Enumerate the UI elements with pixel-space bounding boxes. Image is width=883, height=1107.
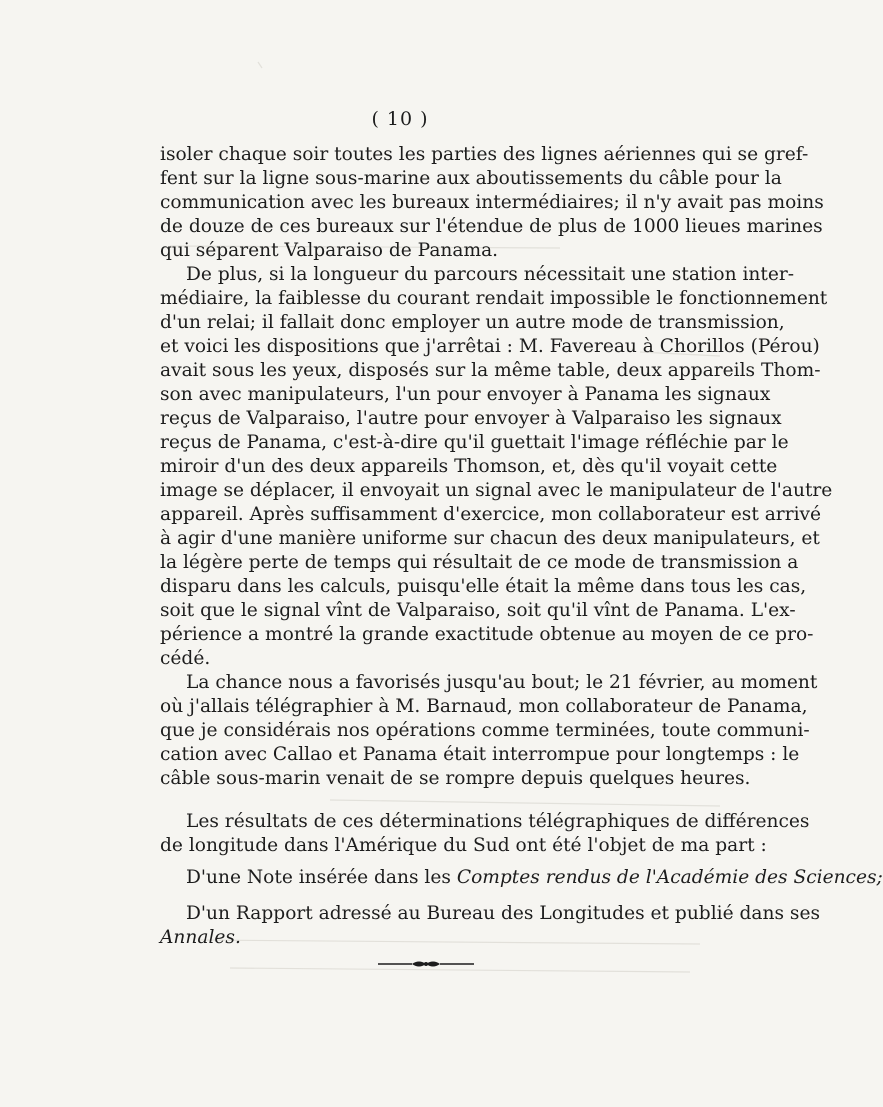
text-line: image se déplacer, il envoyait un signal avec le manipulateur de l'autre (160, 480, 833, 501)
text-line: reçus de Valparaiso, l'autre pour envoyer à Valparaiso les signaux (160, 408, 782, 429)
citation-title: Comptes rendus de l'Académie des Sciences; (456, 867, 883, 888)
text-line: Les résultats de ces déterminations télégraphiques de différences (186, 811, 810, 832)
text-line: qui séparent Valparaiso de Panama. (160, 240, 499, 261)
text-line: disparu dans les calculs, puisqu'elle était la même dans tous les cas, (160, 576, 807, 597)
ornamental-rule (378, 958, 474, 970)
text-line: de douze de ces bureaux sur l'étendue de plus de 1000 lieues marines (160, 216, 823, 237)
text-line (160, 926, 728, 950)
text-line: cédé. (160, 648, 211, 669)
text-line: La chance nous a favorisés jusqu'au bout; le 21 février, au moment (186, 672, 818, 693)
text-line: cation avec Callao et Panama était interrompue pour longtemps : le (160, 744, 800, 765)
text-line: son avec manipulateurs, l'un pour envoyer à Panama les signaux (160, 384, 771, 405)
citation-title: Annales. (160, 927, 241, 948)
text-line: périence a montré la grande exactitude obtenue au moyen de ce pro- (160, 624, 814, 645)
text-line: reçus de Panama, c'est-à-dire qu'il guettait l'image réfléchie par le (160, 432, 789, 453)
text-line: avait sous les yeux, disposés sur la même table, deux appareils Thom- (160, 360, 821, 381)
text-line: communication avec les bureaux intermédiaires; il n'y avait pas moins (160, 192, 824, 213)
text-line: de longitude dans l'Amérique du Sud ont été l'objet de ma part : (160, 835, 767, 856)
text-line: De plus, si la longueur du parcours nécessitait une station inter- (186, 264, 795, 285)
text-line: la légère perte de temps qui résultait de ce mode de transmission a (160, 552, 799, 573)
text-line: où j'allais télégraphier à M. Barnaud, mon collaborateur de Panama, (160, 696, 808, 717)
text-line-with-citation (186, 866, 883, 890)
text-line: D'un Rapport adressé au Bureau des Longitudes et publié dans ses (186, 903, 821, 924)
text-line: d'un relai; il fallait donc employer un autre mode de transmission, (160, 312, 785, 333)
text-line: appareil. Après suffisamment d'exercice, mon collaborateur est arrivé (160, 504, 822, 525)
text-line: et voici les dispositions que j'arrêtai : M. Favereau à Chorillos (Pérou) (160, 336, 820, 357)
text-fragment: D'une Note insérée dans les (186, 867, 451, 888)
text-line: que je considérais nos opérations comme terminées, toute communi- (160, 720, 810, 741)
text-line: miroir d'un des deux appareils Thomson, et, dès qu'il voyait cette (160, 456, 778, 477)
text-line: fent sur la ligne sous-marine aux aboutissements du câble pour la (160, 168, 782, 189)
text-line: soit que le signal vînt de Valparaiso, soit qu'il vînt de Panama. L'ex- (160, 600, 796, 621)
text-line: médiaire, la faiblesse du courant rendait impossible le fonctionnement (160, 288, 828, 309)
page-number: ( 10 ) (371, 108, 429, 130)
text-line: à agir d'une manière uniforme sur chacun des deux manipulateurs, et (160, 528, 820, 549)
text-line: câble sous-marin venait de se rompre depuis quelques heures. (160, 768, 751, 789)
text-line: isoler chaque soir toutes les parties des lignes aériennes qui se gref- (160, 144, 809, 165)
